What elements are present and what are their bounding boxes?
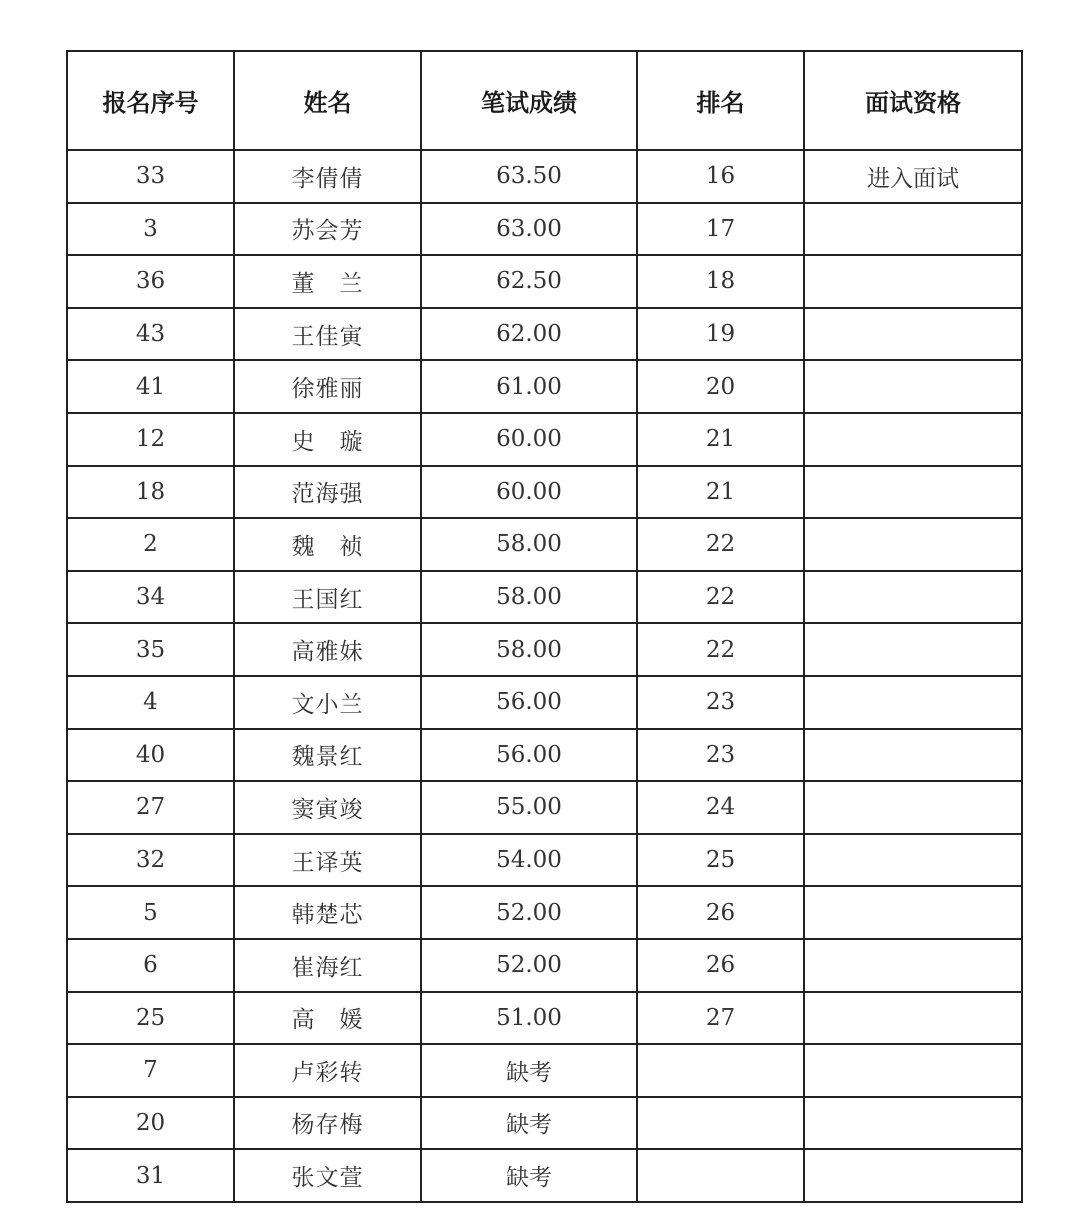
- cell-rank: 23: [637, 729, 804, 782]
- cell-written-score: 52.00: [421, 939, 637, 992]
- cell-name: 高 媛: [234, 992, 421, 1045]
- cell-interview-qualification: [804, 886, 1022, 939]
- cell-rank: 20: [637, 360, 804, 413]
- cell-name: 杨存梅: [234, 1097, 421, 1150]
- cell-name: 卢彩转: [234, 1044, 421, 1097]
- header-name: 姓名: [234, 51, 421, 150]
- cell-registration-number: 32: [67, 834, 234, 887]
- cell-interview-qualification: [804, 834, 1022, 887]
- cell-name: 王国红: [234, 571, 421, 624]
- cell-rank: 22: [637, 623, 804, 676]
- cell-written-score: 54.00: [421, 834, 637, 887]
- cell-registration-number: 2: [67, 518, 234, 571]
- table-row: [67, 1149, 1022, 1202]
- cell-rank: 17: [637, 203, 804, 256]
- table-row: [67, 992, 1022, 1045]
- cell-name: 韩楚芯: [234, 886, 421, 939]
- cell-name: 窦寅竣: [234, 781, 421, 834]
- cell-name: 范海强: [234, 466, 421, 519]
- table-body: [67, 150, 1022, 1202]
- cell-interview-qualification: [804, 729, 1022, 782]
- cell-name: 张文萱: [234, 1149, 421, 1202]
- cell-name: 苏会芳: [234, 203, 421, 256]
- cell-registration-number: 3: [67, 203, 234, 256]
- cell-written-score: 52.00: [421, 886, 637, 939]
- cell-interview-qualification: [804, 413, 1022, 466]
- table-row: [67, 1044, 1022, 1097]
- cell-interview-qualification: [804, 1044, 1022, 1097]
- table-row: [67, 834, 1022, 887]
- cell-name: 史 璇: [234, 413, 421, 466]
- cell-rank: [637, 1044, 804, 1097]
- cell-registration-number: 25: [67, 992, 234, 1045]
- cell-written-score: 58.00: [421, 571, 637, 624]
- cell-written-score: 61.00: [421, 360, 637, 413]
- cell-written-score: 56.00: [421, 729, 637, 782]
- table-row: [67, 518, 1022, 571]
- cell-interview-qualification: [804, 518, 1022, 571]
- cell-written-score: 缺考: [421, 1097, 637, 1150]
- cell-registration-number: 18: [67, 466, 234, 519]
- table-row: [67, 1097, 1022, 1150]
- table-header: [67, 51, 1022, 150]
- cell-registration-number: 6: [67, 939, 234, 992]
- table-row: [67, 623, 1022, 676]
- cell-written-score: 58.00: [421, 623, 637, 676]
- table-row: [67, 571, 1022, 624]
- cell-rank: 27: [637, 992, 804, 1045]
- header-written-score: 笔试成绩: [421, 51, 637, 150]
- cell-interview-qualification: [804, 255, 1022, 308]
- cell-interview-qualification: [804, 308, 1022, 361]
- header-row: [67, 51, 1022, 150]
- cell-rank: 16: [637, 150, 804, 203]
- cell-name: 魏景红: [234, 729, 421, 782]
- cell-written-score: 62.50: [421, 255, 637, 308]
- cell-interview-qualification: [804, 1097, 1022, 1150]
- cell-rank: 21: [637, 413, 804, 466]
- cell-name: 王译英: [234, 834, 421, 887]
- cell-registration-number: 40: [67, 729, 234, 782]
- score-sheet: [66, 50, 1021, 1203]
- cell-registration-number: 35: [67, 623, 234, 676]
- cell-written-score: 62.00: [421, 308, 637, 361]
- cell-registration-number: 7: [67, 1044, 234, 1097]
- cell-rank: 22: [637, 518, 804, 571]
- cell-interview-qualification: [804, 1149, 1022, 1202]
- cell-rank: 24: [637, 781, 804, 834]
- cell-rank: 26: [637, 939, 804, 992]
- cell-name: 文小兰: [234, 676, 421, 729]
- cell-rank: 21: [637, 466, 804, 519]
- table-row: [67, 886, 1022, 939]
- header-rank: 排名: [637, 51, 804, 150]
- table-row: [67, 150, 1022, 203]
- cell-registration-number: 5: [67, 886, 234, 939]
- cell-rank: [637, 1149, 804, 1202]
- table-row: [67, 255, 1022, 308]
- cell-registration-number: 27: [67, 781, 234, 834]
- cell-written-score: 缺考: [421, 1149, 637, 1202]
- table-row: [67, 781, 1022, 834]
- cell-written-score: 56.00: [421, 676, 637, 729]
- cell-interview-qualification: [804, 939, 1022, 992]
- cell-rank: 18: [637, 255, 804, 308]
- cell-registration-number: 41: [67, 360, 234, 413]
- cell-rank: 25: [637, 834, 804, 887]
- cell-name: 董 兰: [234, 255, 421, 308]
- table-row: [67, 466, 1022, 519]
- cell-name: 崔海红: [234, 939, 421, 992]
- table-row: [67, 203, 1022, 256]
- cell-written-score: 58.00: [421, 518, 637, 571]
- table-row: [67, 676, 1022, 729]
- cell-registration-number: 36: [67, 255, 234, 308]
- cell-interview-qualification: [804, 676, 1022, 729]
- score-table: [66, 50, 1023, 1203]
- cell-rank: 23: [637, 676, 804, 729]
- table-row: [67, 308, 1022, 361]
- cell-rank: 22: [637, 571, 804, 624]
- cell-rank: [637, 1097, 804, 1150]
- table-row: [67, 939, 1022, 992]
- header-registration-number: 报名序号: [67, 51, 234, 150]
- cell-registration-number: 43: [67, 308, 234, 361]
- cell-interview-qualification: [804, 466, 1022, 519]
- cell-registration-number: 12: [67, 413, 234, 466]
- cell-rank: 19: [637, 308, 804, 361]
- cell-registration-number: 20: [67, 1097, 234, 1150]
- cell-name: 李倩倩: [234, 150, 421, 203]
- cell-written-score: 55.00: [421, 781, 637, 834]
- cell-name: 徐雅丽: [234, 360, 421, 413]
- cell-interview-qualification: [804, 203, 1022, 256]
- cell-interview-qualification: [804, 992, 1022, 1045]
- cell-interview-qualification: 进入面试: [804, 150, 1022, 203]
- header-interview-qualification: 面试资格: [804, 51, 1022, 150]
- cell-interview-qualification: [804, 623, 1022, 676]
- cell-written-score: 51.00: [421, 992, 637, 1045]
- cell-registration-number: 4: [67, 676, 234, 729]
- table-row: [67, 413, 1022, 466]
- cell-registration-number: 34: [67, 571, 234, 624]
- cell-interview-qualification: [804, 781, 1022, 834]
- table-row: [67, 729, 1022, 782]
- cell-registration-number: 31: [67, 1149, 234, 1202]
- cell-name: 魏 祯: [234, 518, 421, 571]
- cell-name: 高雅妹: [234, 623, 421, 676]
- cell-interview-qualification: [804, 360, 1022, 413]
- table-row: [67, 360, 1022, 413]
- cell-name: 王佳寅: [234, 308, 421, 361]
- cell-written-score: 缺考: [421, 1044, 637, 1097]
- cell-written-score: 60.00: [421, 466, 637, 519]
- cell-rank: 26: [637, 886, 804, 939]
- cell-written-score: 63.00: [421, 203, 637, 256]
- cell-interview-qualification: [804, 571, 1022, 624]
- cell-written-score: 63.50: [421, 150, 637, 203]
- cell-registration-number: 33: [67, 150, 234, 203]
- cell-written-score: 60.00: [421, 413, 637, 466]
